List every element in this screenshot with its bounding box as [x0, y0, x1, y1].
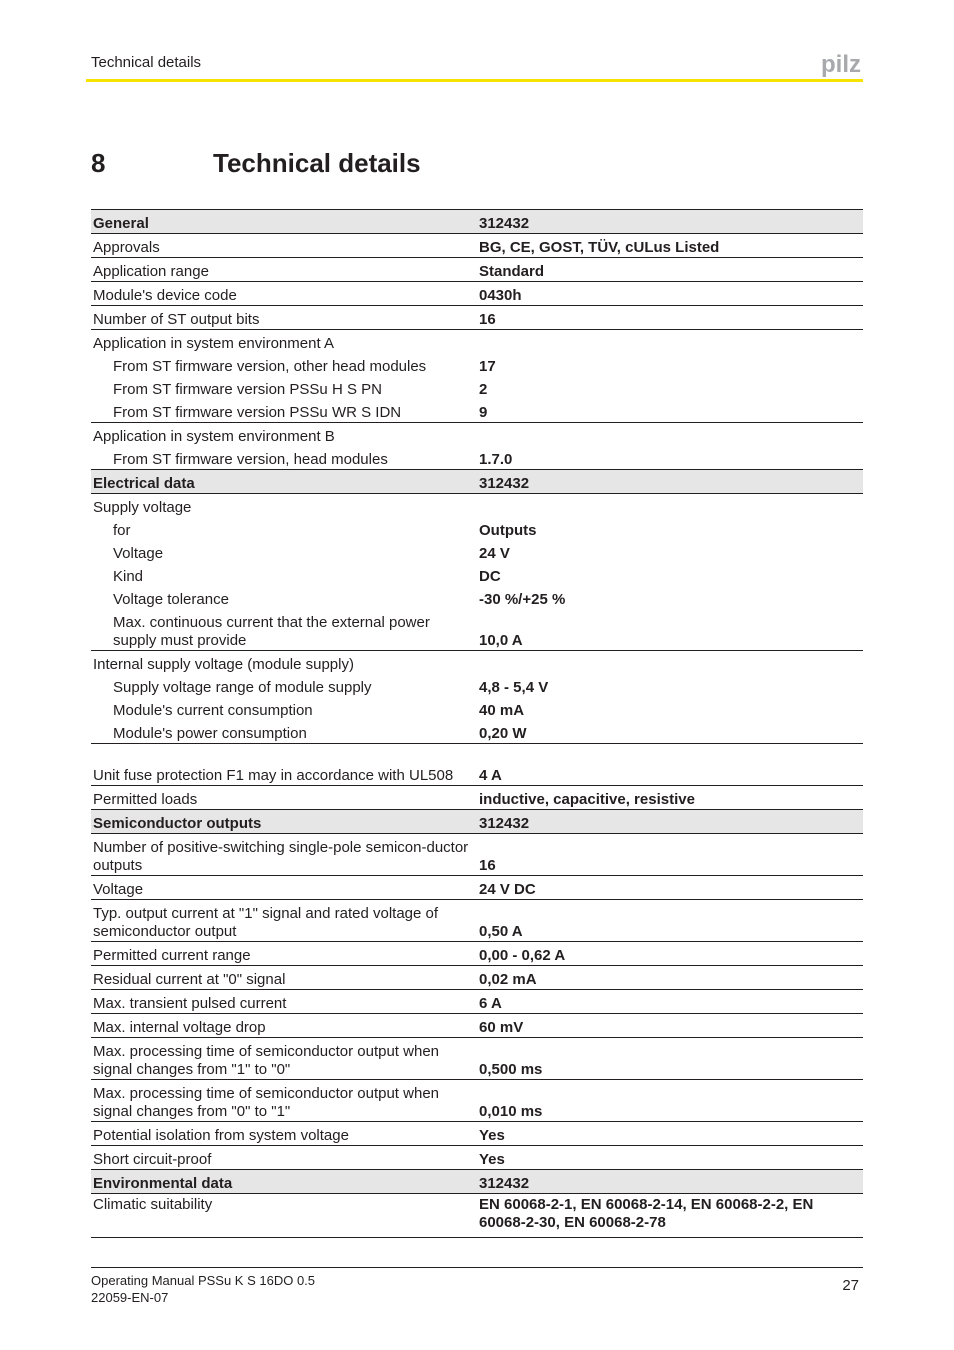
row-value: 0,50 A: [477, 900, 863, 942]
table-row: [91, 540, 863, 563]
table-section-header: [91, 810, 863, 834]
row-value: EN 60068-2-1, EN 60068-2-14, EN 60068-2-2, EN 60068-2-30, EN 60068-2-78: [477, 1194, 863, 1238]
header-rule: [86, 79, 863, 82]
row-label: Typ. output current at "1" signal and rated voltage of semiconductor output: [91, 900, 477, 942]
row-label: Voltage: [91, 876, 477, 900]
row-value: Standard: [477, 258, 863, 282]
row-value: 1.7.0: [477, 446, 863, 470]
row-value: 312432: [477, 470, 863, 494]
table-row: [91, 563, 863, 586]
row-value: -30 %/+25 %: [479, 591, 566, 608]
row-label: Supply voltage range of module supply: [113, 679, 372, 696]
table-row: [91, 586, 863, 609]
row-label: Max. processing time of semiconductor output when signal changes from "0" to "1": [91, 1080, 477, 1122]
footer-manual-title: Operating Manual PSSu K S 16DO 0.5: [91, 1273, 316, 1288]
row-value: Yes: [477, 1146, 863, 1170]
row-value: 40 mA: [479, 702, 525, 719]
table-row: [91, 423, 863, 447]
pilz-logo: [821, 50, 865, 78]
table-row: [91, 966, 863, 990]
table-row: [91, 697, 863, 720]
table-row: [91, 834, 863, 876]
table-row: [91, 282, 863, 306]
row-value: [477, 330, 863, 354]
table-row: [91, 744, 863, 786]
row-label: From ST firmware version PSSu WR S IDN: [91, 399, 477, 423]
table-row: [91, 353, 863, 376]
table-row: [91, 720, 863, 744]
footer-rule: [91, 1267, 863, 1268]
row-label: Potential isolation from system voltage: [91, 1122, 477, 1146]
table-row: [91, 234, 863, 258]
row-label: for: [113, 522, 131, 539]
row-label: Electrical data: [91, 470, 477, 494]
table-row: [91, 674, 863, 697]
row-label: Kind: [113, 568, 144, 585]
row-value: 312432: [477, 810, 863, 834]
row-value: 0,500 ms: [477, 1038, 863, 1080]
row-value: 0,20 W: [477, 720, 863, 744]
table-row: [91, 1014, 863, 1038]
table-row: [91, 446, 863, 470]
table-row: [91, 1038, 863, 1080]
row-label: Application in system environment B: [93, 428, 335, 445]
row-label: Module's device code: [91, 282, 477, 306]
row-value: Yes: [477, 1122, 863, 1146]
technical-details-table: [91, 209, 863, 1238]
row-value: 16: [477, 306, 863, 330]
row-value: 6 A: [477, 990, 863, 1014]
row-value: Outputs: [479, 522, 537, 539]
row-label: Application range: [91, 258, 477, 282]
table-section-header: [91, 1170, 863, 1194]
running-header-title: Technical details: [91, 54, 202, 71]
row-value: 60 mV: [477, 1014, 863, 1038]
row-label: Supply voltage: [93, 499, 192, 516]
row-label: Permitted loads: [91, 786, 477, 810]
row-value: 312432: [477, 1170, 863, 1194]
row-value: inductive, capacitive, resistive: [477, 786, 863, 810]
table-row: [91, 517, 863, 540]
row-value: 312432: [477, 210, 863, 234]
table-row: [91, 900, 863, 942]
table-row: [91, 990, 863, 1014]
table-row: [91, 609, 863, 651]
row-label: Application in system environment A: [93, 335, 334, 352]
row-label: Voltage: [113, 545, 164, 562]
row-label: Module's current consumption: [113, 702, 313, 719]
logo-text: pilz: [821, 51, 861, 78]
row-value: 9: [477, 399, 863, 423]
row-label: Max. continuous current that the external power supply must provide: [91, 609, 477, 651]
row-value: DC: [479, 568, 501, 585]
row-label: Permitted current range: [91, 942, 477, 966]
row-label: Approvals: [91, 234, 477, 258]
table-row: [91, 651, 863, 675]
table-row: [91, 399, 863, 423]
row-value: 4,8 - 5,4 V: [479, 679, 549, 696]
row-label: Short circuit-proof: [91, 1146, 477, 1170]
row-value: 2: [479, 381, 488, 398]
table-row: [91, 306, 863, 330]
row-value: 0,010 ms: [477, 1080, 863, 1122]
table-row: [91, 376, 863, 399]
row-label: Climatic suitability: [91, 1194, 477, 1238]
row-label: From ST firmware version, head modules: [91, 446, 477, 470]
table-row: [91, 876, 863, 900]
table-row: [91, 1122, 863, 1146]
row-value: 0,00 - 0,62 A: [477, 942, 863, 966]
row-label: From ST firmware version PSSu H S PN: [113, 381, 382, 398]
row-label: Number of ST output bits: [91, 306, 477, 330]
footer-doc-number: 22059-EN-07: [91, 1290, 169, 1305]
row-value: 24 V DC: [477, 876, 863, 900]
row-label: Max. internal voltage drop: [91, 1014, 477, 1038]
row-value: 17: [479, 358, 496, 375]
row-value: 16: [477, 834, 863, 876]
row-label: Residual current at "0" signal: [91, 966, 477, 990]
table-row: [91, 786, 863, 810]
chapter-title: Technical details: [213, 148, 421, 178]
row-label: Internal supply voltage (module supply): [93, 656, 354, 673]
row-value: 24 V: [479, 545, 510, 562]
row-value: [477, 651, 863, 675]
table-row: [91, 1194, 863, 1238]
table-row: [91, 330, 863, 354]
page-number: 27: [842, 1277, 859, 1294]
table-section-header: [91, 470, 863, 494]
row-value: 0,02 mA: [477, 966, 863, 990]
row-value: BG, CE, GOST, TÜV, cULus Listed: [477, 234, 863, 258]
row-label: Environmental data: [91, 1170, 477, 1194]
row-value: [477, 494, 863, 518]
row-label: Voltage tolerance: [113, 591, 229, 608]
table-row: [91, 1080, 863, 1122]
row-label: Number of positive-switching single-pole semicon-ductor outputs: [91, 834, 477, 876]
row-label: Max. transient pulsed current: [91, 990, 477, 1014]
table-row: [91, 1146, 863, 1170]
table-row: [91, 942, 863, 966]
table-section-header: [91, 210, 863, 234]
table-row: [91, 494, 863, 518]
row-label: Max. processing time of semiconductor output when signal changes from "1" to "0": [91, 1038, 477, 1080]
row-value: 4 A: [477, 744, 863, 786]
row-label: General: [91, 210, 477, 234]
row-label: Semiconductor outputs: [91, 810, 477, 834]
row-value: 0430h: [477, 282, 863, 306]
table-row: [91, 258, 863, 282]
row-label: Module's power consumption: [91, 720, 477, 744]
row-label: Unit fuse protection F1 may in accordance with UL508: [91, 744, 477, 786]
chapter-number: 8: [91, 148, 106, 178]
row-value: 10,0 A: [477, 609, 863, 651]
row-label: From ST firmware version, other head modules: [113, 358, 427, 375]
row-value: [477, 423, 863, 447]
